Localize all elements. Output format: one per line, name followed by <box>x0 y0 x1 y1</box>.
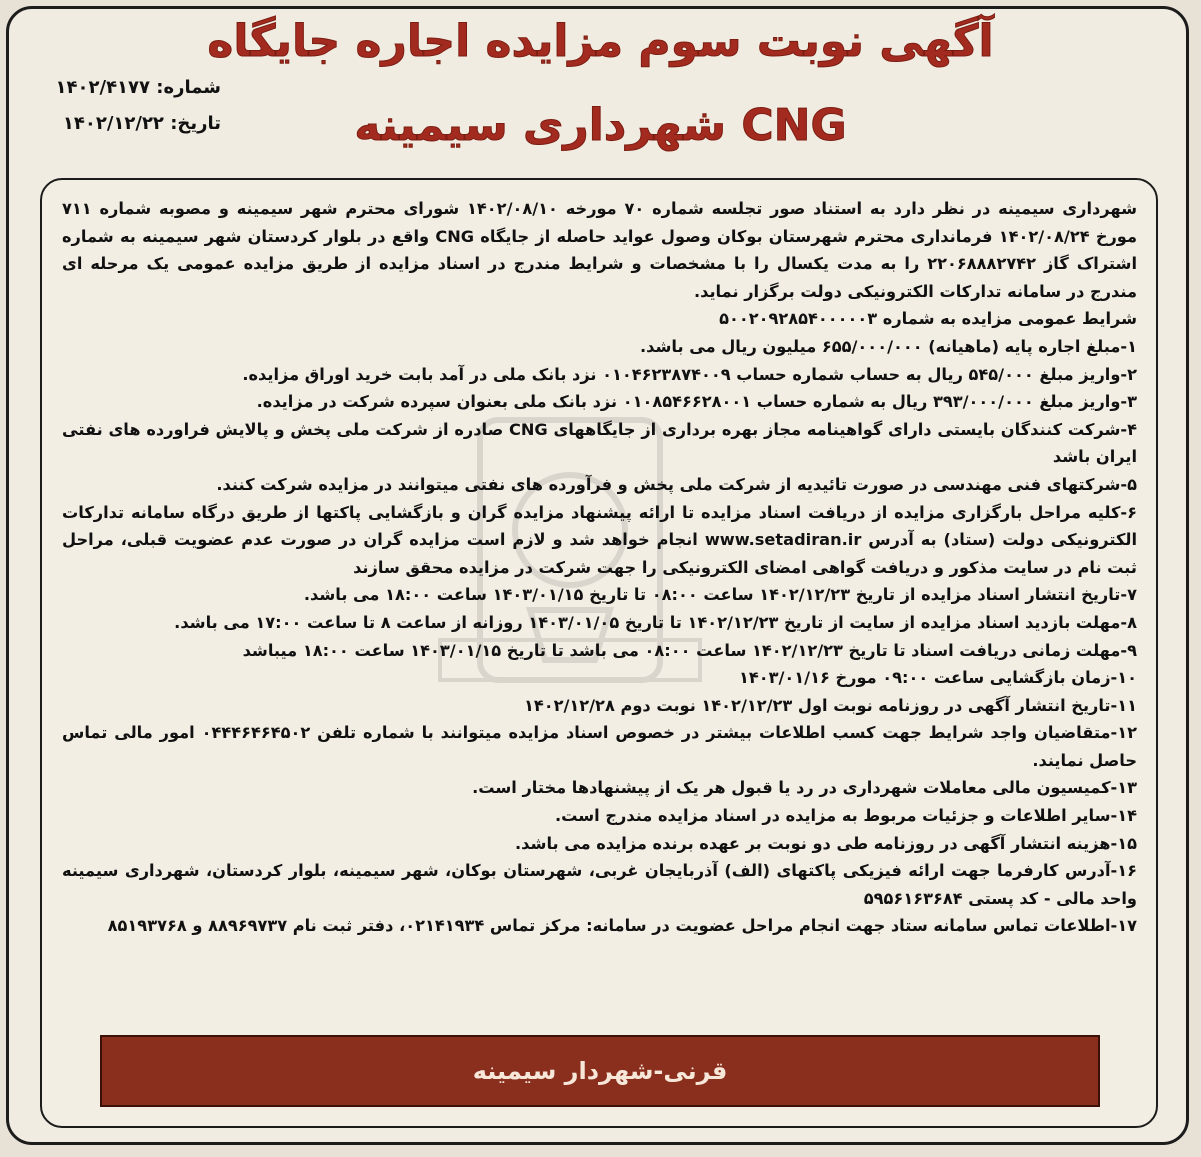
signature-bar <box>100 1035 1100 1107</box>
condition-item-9: ۹-مهلت زمانی دریافت اسناد تا تاریخ ۱۴۰۲/۱۲/۲۳ ساعت ۰۸:۰۰ می باشد تا تاریخ ۱۴۰۳/۰۱/۱۵ ساعت ۱۸:۰۰ میباشد <box>242 640 1137 660</box>
condition-item-7: ۷-تاریخ انتشار اسناد مزایده از تاریخ ۱۴۰۲/۱۲/۲۳ ساعت ۰۸:۰۰ تا تاریخ ۱۴۰۳/۰۱/۱۵ ساعت ۱۸:۰۰ می باشد. <box>303 585 1137 605</box>
condition-item-14: ۱۴-سایر اطلاعات و جزئیات مربوط به مزایده در اسناد مزایده مندرج است. <box>554 806 1137 826</box>
notice-date: تاریخ: ۱۴۰۲/۱۲/۲۲ <box>62 113 221 134</box>
notice-intro: شهرداری سیمینه در نظر دارد به استناد صور تجلسه شماره ۷۰ مورخه ۱۴۰۲/۰۸/۱۰ شورای محترم شهر سیمینه و مصوبه شماره ۷۱۱ مورخ ۱۴۰۲/۰۸/۲۴ فرمانداری محترم شهرستان بوکان وصول عواید حاصله از جایگاه CNG واقع در بلوار کردستان شهر سیمینه به شماره اشتراک گاز ۲۲۰۶۸۸۸۲۷۴۲ را به مدت یکسال را با مشخصات و شرایط مندرج در اسناد مزایده از طریق مزایده عمومی یک مرحله ای مندرج در سامانه تدارکات الکترونیکی دولت برگزار نماید. <box>62 199 1137 301</box>
notice-subtitle: CNG شهرداری سیمینه <box>354 100 847 151</box>
condition-item-10: ۱۰-زمان بازگشایی ساعت ۰۹:۰۰ مورخ ۱۴۰۳/۰۱/۱۶ <box>738 668 1137 688</box>
condition-item-3: ۳-واریز مبلغ ۳۹۳/۰۰۰/۰۰۰ ریال به شماره حساب ۰۱۰۸۵۴۶۶۲۸۰۰۱ نزد بانک ملی بعنوان سپرده شرکت در مزایده. <box>256 392 1137 412</box>
condition-item-15: ۱۵-هزینه انتشار آگهی در روزنامه طی دو نوبت بر عهده برنده مزایده می باشد. <box>515 833 1137 853</box>
condition-item-6: ۶-کلیه مراحل بارگزاری مزایده از دریافت اسناد مزایده تا ارائه پیشنهاد مزایده گران و بازگشایی پاکتها از طریق درگاه سامانه تدارکات الکترونیکی دولت (ستاد) به آدرس www.setadiran.ir انجام خواهد شد و لازم است مزایده گران در صورت عدم عضویت قبلی، مراحل ثبت نام در سایت مذکور و دریافت گواهی امضای الکترونیکی را جهت شرکت در مزایده محقق سازند <box>62 502 1137 577</box>
condition-item-13: ۱۳-کمیسیون مالی معاملات شهرداری در رد یا قبول هر یک از پیشنهادها مختار است. <box>472 778 1137 798</box>
notice-meta <box>55 70 221 142</box>
condition-item-16: ۱۶-آدرس کارفرما جهت ارائه فیزیکی پاکتهای (الف) آذربایجان غربی، شهرستان بوکان، شهر سیمینه، بلوار کردستان، شهرداری سیمینه واحد مالی - کد پستی ۵۹۵۶۱۶۳۶۸۴ <box>62 861 1137 908</box>
condition-item-12: ۱۲-متقاضیان واجد شرایط جهت کسب اطلاعات بیشتر در خصوص اسناد مزایده میتوانند با شماره تلفن ۰۴۴۴۶۴۶۴۵۰۲ امور مالی تماس حاصل نمایند. <box>62 723 1137 770</box>
condition-item-2: ۲-واریز مبلغ ۵۴۵/۰۰۰ ریال به حساب شماره حساب ۰۱۰۴۶۲۳۸۷۴۰۰۹ نزد بانک ملی در آمد بابت خرید اوراق مزایده. <box>242 364 1137 384</box>
condition-item-4: ۴-شرکت کنندگان بایستی دارای گواهینامه مجاز بهره برداری از جایگاههای CNG صادره از شرکت ملی پخش و پالایش فراورده های نفتی ایران باشد <box>62 419 1137 467</box>
conditions-title: شرایط عمومی مزایده به شماره ۵۰۰۲۰۹۲۸۵۴۰۰۰۰۰۳ <box>719 309 1137 329</box>
condition-item-11: ۱۱-تاریخ انتشار آگهی در روزنامه نوبت اول ۱۴۰۲/۱۲/۲۳ نوبت دوم ۱۴۰۲/۱۲/۲۸ <box>523 695 1137 715</box>
notice-body <box>62 195 1137 940</box>
notice-number: شماره: ۱۴۰۲/۴۱۷۷ <box>55 77 221 98</box>
condition-item-8: ۸-مهلت بازدید اسناد مزایده از سایت از تاریخ ۱۴۰۲/۱۲/۲۳ تا تاریخ ۱۴۰۳/۰۱/۰۵ روزانه از ساعت ۸ تا ساعت ۱۷:۰۰ می باشد. <box>174 612 1137 632</box>
signature-text: قرنی-شهردار سیمینه <box>472 1057 728 1085</box>
condition-item-17: ۱۷-اطلاعات تماس سامانه ستاد جهت انجام مراحل عضویت در سامانه: مرکز تماس ۰۲۱۴۱۹۳۴، دفتر ثبت نام ۸۸۹۶۹۷۳۷ و ۸۵۱۹۳۷۶۸ <box>107 916 1137 936</box>
condition-item-5: ۵-شرکتهای فنی مهندسی در صورت تائیدیه از شرکت ملی پخش و فرآورده های نفتی میتوانند در مزایده شرکت کنند. <box>216 474 1137 494</box>
notice-title: آگهی نوبت سوم مزایده اجاره جایگاه <box>207 16 994 67</box>
condition-item-1: ۱-مبلغ اجاره پایه (ماهیانه) ۶۵۵/۰۰۰/۰۰۰ میلیون ریال می باشد. <box>640 336 1137 356</box>
